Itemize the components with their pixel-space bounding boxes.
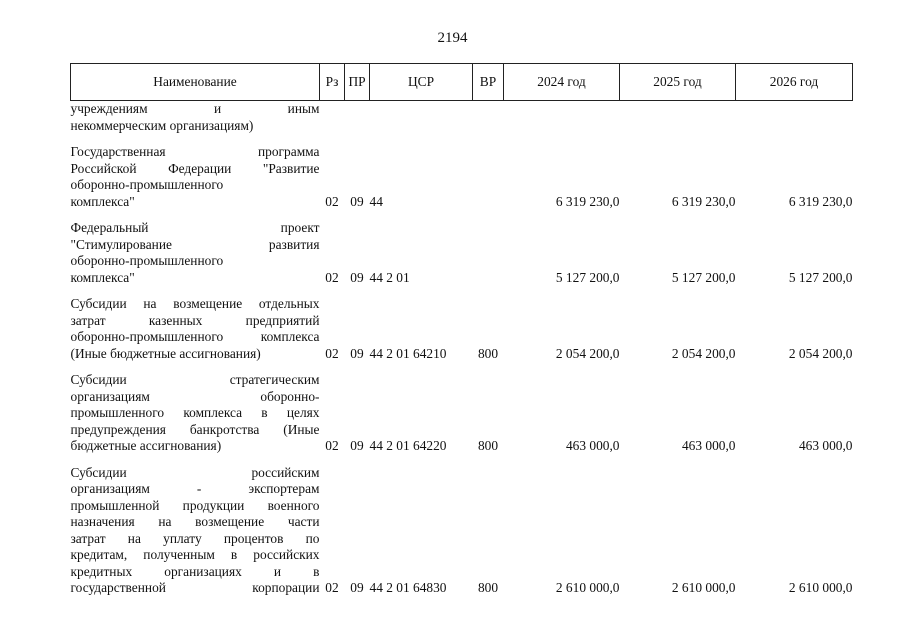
name-line: некоммерческим организациям)	[70, 117, 254, 133]
table-row	[71, 465, 853, 597]
cell-vr	[473, 220, 504, 286]
row-name	[71, 101, 320, 135]
cell-pr: 09	[350, 580, 364, 595]
name-line: Российской Федерации "Развитие	[70, 160, 320, 176]
cell-2026: 5 127 200,0	[788, 269, 853, 285]
cell-2024: 463 000,0	[565, 438, 620, 453]
cell-2025: 5 127 200,0	[671, 269, 736, 285]
cell-2025: 2 054 200,0	[671, 345, 736, 361]
name-line: предупреждения банкротства (Иные	[70, 421, 320, 437]
header-csr: ЦСР	[370, 64, 473, 101]
cell-csr: 44 2 01 64220	[369, 438, 447, 453]
name-line: организациям оборонно-	[70, 388, 320, 404]
name-line: оборонно-промышленного	[70, 253, 224, 268]
cell-vr: 800	[477, 438, 499, 453]
cell-2026: 2 610 000,0	[788, 580, 853, 595]
cell-rz: 02	[325, 345, 339, 361]
cell-vr	[473, 101, 504, 135]
name-line: комплекса"	[70, 269, 135, 285]
cell-rz: 02	[325, 580, 339, 595]
cell-vr: 800	[477, 580, 499, 595]
cell-2024: 5 127 200,0	[555, 269, 620, 285]
name-line: (Иные бюджетные ассигнования)	[70, 345, 261, 361]
cell-2024: 2 610 000,0	[555, 580, 620, 595]
cell-pr: 09	[350, 269, 364, 285]
cell-2024: 6 319 230,0	[555, 193, 620, 209]
row-spacer	[71, 134, 853, 144]
cell-2024	[504, 101, 620, 135]
table-row	[71, 296, 853, 362]
cell-vr	[473, 144, 504, 210]
cell-pr: 09	[350, 193, 364, 209]
table-row	[71, 144, 853, 210]
header-name: Наименование	[71, 64, 320, 101]
name-line: кредитных организациях и в	[70, 563, 320, 579]
cell-rz: 02	[325, 438, 339, 453]
name-line: оборонно-промышленного	[70, 177, 224, 192]
name-line: затрат на уплату процентов по	[70, 530, 320, 546]
cell-2025	[620, 101, 736, 135]
cell-csr: 44 2 01 64830	[369, 580, 447, 595]
cell-2026: 2 054 200,0	[788, 345, 853, 361]
cell-2026: 463 000,0	[798, 438, 853, 453]
row-name	[71, 465, 320, 597]
name-line: Субсидии на возмещение отдельных	[70, 296, 320, 311]
name-line: организациям - экспортерам	[70, 481, 320, 496]
cell-csr	[370, 101, 473, 135]
row-spacer	[71, 362, 853, 372]
cell-2025: 6 319 230,0	[671, 193, 736, 209]
name-line: промышленного комплекса в целях	[70, 405, 320, 420]
cell-2025: 463 000,0	[681, 438, 736, 453]
name-line: государственной корпорации	[70, 580, 320, 595]
name-line: "Стимулирование развития	[70, 236, 320, 252]
name-line: комплекса"	[70, 193, 135, 209]
table-row	[71, 101, 853, 135]
cell-rz: 02	[325, 269, 339, 285]
row-spacer	[71, 286, 853, 296]
header-pr: ПР	[345, 64, 370, 101]
cell-2026: 6 319 230,0	[788, 193, 853, 209]
header-rz: Рз	[320, 64, 345, 101]
cell-2024: 2 054 200,0	[555, 345, 620, 361]
cell-2026	[736, 101, 853, 135]
page-number: 2194	[437, 30, 468, 46]
cell-pr	[345, 101, 370, 135]
name-line: Субсидии российским	[70, 464, 320, 480]
table-row	[71, 372, 853, 455]
cell-rz	[320, 101, 345, 135]
row-spacer	[71, 210, 853, 220]
row-spacer	[71, 455, 853, 465]
name-line: Государственная программа	[70, 144, 320, 159]
row-name	[71, 372, 320, 455]
row-name	[71, 296, 320, 362]
cell-rz: 02	[325, 193, 339, 209]
cell-csr: 44 2 01 64210	[369, 345, 447, 361]
name-line: кредитам, полученным в российских	[70, 547, 320, 562]
budget-table	[70, 63, 853, 597]
header-vr: ВР	[473, 64, 504, 101]
row-name	[71, 144, 320, 210]
row-name	[71, 220, 320, 286]
cell-csr: 44	[369, 193, 383, 209]
name-line: Федеральный проект	[70, 220, 320, 235]
header-2025: 2025 год	[620, 64, 736, 101]
cell-2025: 2 610 000,0	[671, 580, 736, 595]
cell-pr: 09	[350, 345, 364, 361]
cell-vr: 800	[477, 345, 499, 361]
header-2026: 2026 год	[736, 64, 853, 101]
header-2024: 2024 год	[504, 64, 620, 101]
name-line: оборонно-промышленного комплекса	[70, 329, 320, 344]
name-line: бюджетные ассигнования)	[70, 438, 222, 453]
name-line: назначения на возмещение части	[70, 514, 320, 529]
name-line: затрат казенных предприятий	[70, 312, 320, 328]
name-line: учреждениям и иным	[70, 101, 320, 116]
name-line: промышленной продукции военного	[70, 497, 320, 513]
cell-pr: 09	[350, 438, 364, 453]
name-line: Субсидии стратегическим	[70, 372, 320, 387]
cell-csr: 44 2 01	[369, 269, 410, 285]
table-row	[71, 220, 853, 286]
table-header-row	[71, 64, 853, 101]
